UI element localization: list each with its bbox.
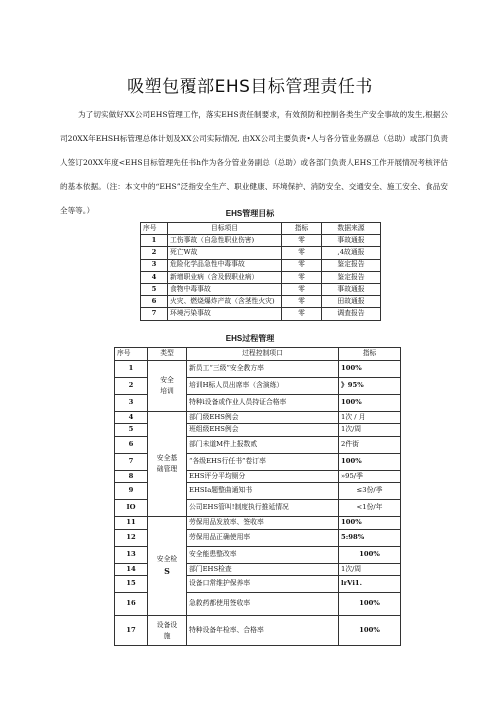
target-item: 死亡W故: [168, 247, 282, 259]
row-number: IO: [115, 500, 148, 517]
target-value: 零: [282, 247, 322, 259]
target-value: 零: [282, 308, 322, 320]
target-value: 零: [282, 235, 322, 247]
process-item: 部门EHS检查: [187, 563, 339, 576]
row-number: 13: [115, 546, 148, 563]
row-number: 4: [141, 271, 168, 283]
data-source: 事故通报: [322, 235, 381, 247]
header-cell: 序号: [115, 348, 148, 361]
row-number: 11: [115, 517, 148, 530]
row-number: 6: [115, 436, 148, 453]
target-value: 零: [282, 271, 322, 283]
target-item: 危险化学品急性中毒事故: [168, 259, 282, 271]
data-source: 鉴定报告: [322, 271, 381, 283]
table-row: [115, 616, 401, 646]
process-target: 100%: [339, 593, 401, 616]
process-item: 班组级EHS例会: [187, 424, 339, 437]
process-item: 设备口常维护保养率: [187, 576, 339, 593]
row-number: 6: [141, 296, 168, 308]
process-item: 劳保用品正确使用率: [187, 529, 339, 546]
category-safety-inspection: [148, 517, 187, 616]
process-target: 1次/周: [339, 563, 401, 576]
data-source: 事故通报: [322, 283, 381, 295]
process-item: 安全能患整改率: [187, 546, 339, 563]
table-header-row: [141, 223, 381, 235]
process-target: 100%: [339, 453, 401, 470]
process-item: 部门级EHS例会: [187, 411, 339, 424]
process-target: ≤3份/季: [339, 483, 401, 500]
row-number: 5: [141, 283, 168, 295]
header-cell: 序号: [141, 223, 168, 235]
data-source: 田故通报: [322, 296, 381, 308]
target-item: 火灾、燃烧爆炸产故（含茎性火灾): [168, 296, 282, 308]
process-target: 》95%: [339, 377, 401, 394]
table-row: [141, 308, 381, 320]
table-row: [141, 259, 381, 271]
table-row: [141, 271, 381, 283]
table-row: [141, 296, 381, 308]
row-number: 1: [141, 235, 168, 247]
row-number: 4: [115, 411, 148, 424]
process-item: “各级EHS行任书”卷订率: [187, 453, 339, 470]
row-number: 7: [115, 453, 148, 470]
row-number: 7: [141, 308, 168, 320]
process-target: 100%: [339, 360, 401, 377]
process-item: 新员工“三级”安全教方率: [187, 360, 339, 377]
process-item: 培训H标人员出席率（含演练）: [187, 377, 339, 394]
process-target: 100%: [339, 517, 401, 530]
header-cell: 指标: [339, 348, 401, 361]
header-cell: 指标: [282, 223, 322, 235]
target-value: 零: [282, 283, 322, 295]
process-item: 急救药都使用签收率: [187, 593, 339, 616]
table-row: [115, 360, 401, 377]
process-target: 1次 / 月: [339, 411, 401, 424]
row-number: 2: [141, 247, 168, 259]
target-item: 食物中毒事故: [168, 283, 282, 295]
process-target: 1次/周: [339, 424, 401, 437]
category-label: 安全检: [156, 555, 178, 564]
process-target: »95/季: [339, 470, 401, 483]
table-row: [115, 411, 401, 424]
row-number: 5: [115, 424, 148, 437]
row-number: 17: [115, 616, 148, 646]
page-title: 吸塑包覆部EHS目标管理责任书: [127, 77, 373, 97]
row-number: 2: [115, 377, 148, 394]
process-target: 2件街: [339, 436, 401, 453]
table-row: [141, 235, 381, 247]
ehs-targets-table: [140, 222, 381, 321]
category-basic-management: 安全基 础管理: [148, 411, 187, 517]
process-item: 劳保用品发放率、签收率: [187, 517, 339, 530]
process-target: <1份/年: [339, 500, 401, 517]
data-source: ,4故通报: [322, 247, 381, 259]
process-item: EHSIa题整曲通知书: [187, 483, 339, 500]
data-source: 鉴定报告: [322, 259, 381, 271]
row-number: 1: [115, 360, 148, 377]
row-number: 3: [115, 394, 148, 411]
category-equipment: 设备设 施: [148, 616, 187, 646]
target-value: 零: [282, 259, 322, 271]
row-number: 15: [115, 576, 148, 593]
process-item: 特种ì设备或作业人员持证合格率: [187, 394, 339, 411]
target-item: 新增职业病（含及假职业病）: [168, 271, 282, 283]
process-target: 5:98%: [339, 529, 401, 546]
ehs-process-table: [114, 347, 401, 646]
header-cell: 类型: [148, 348, 187, 361]
row-number: 8: [115, 470, 148, 483]
intro-paragraph: 为了切实做好XX公司EHS管理工作，落实EHS责任制要求，有效预防和控制各类生产安全事故的发生,根据公司20XX年EHSH标管理总体计划及XX公司实际情况, 由XX公司主要负责•人与各分管业务副总（总助）或部门负责人签订20XX年度<EHS目标管理先任书h作为各分管业务副总（总助）或各部门负责人EHS工作开展情况考核评估的基本依据。（注：本文中的“EHS”泛指安全生产、职业健康、环境保护、消防安全、交通安全、施工安全、食品安全等等。）: [60, 110, 448, 215]
row-number: 16: [115, 593, 148, 616]
table-row: [115, 517, 401, 530]
category-training: 安全 培训: [148, 360, 187, 411]
row-number: 3: [141, 259, 168, 271]
row-number: 12: [115, 529, 148, 546]
table1-title: EHS管理目标: [225, 209, 275, 218]
process-item: 特种设备年检率、合格率: [187, 616, 339, 646]
process-target: lrVi1.: [339, 576, 401, 593]
row-number: 14: [115, 563, 148, 576]
category-label-suffix: S: [164, 566, 170, 576]
data-source: 调査报告: [322, 308, 381, 320]
row-number: 9: [115, 483, 148, 500]
table-header-row: [115, 348, 401, 361]
target-value: 零: [282, 296, 322, 308]
header-cell: 目标项目: [168, 223, 282, 235]
header-cell: 数据来源: [322, 223, 381, 235]
table-row: [141, 247, 381, 259]
process-item: 部门未道M件上报数贰: [187, 436, 339, 453]
header-cell: 过程控制项口: [187, 348, 339, 361]
process-target: 100%: [339, 394, 401, 411]
process-target: 100%: [339, 616, 401, 646]
target-item: 工伤事故（自急性职业伤害): [168, 235, 282, 247]
process-target: 100%: [339, 546, 401, 563]
table-row: [141, 283, 381, 295]
process-item: EHS评分平均厕分: [187, 470, 339, 483]
process-item: 公司EHS管叫!制度执行推延情况: [187, 500, 339, 517]
target-item: 环境污染事故: [168, 308, 282, 320]
table2-title: EHS过程管理: [225, 334, 275, 343]
